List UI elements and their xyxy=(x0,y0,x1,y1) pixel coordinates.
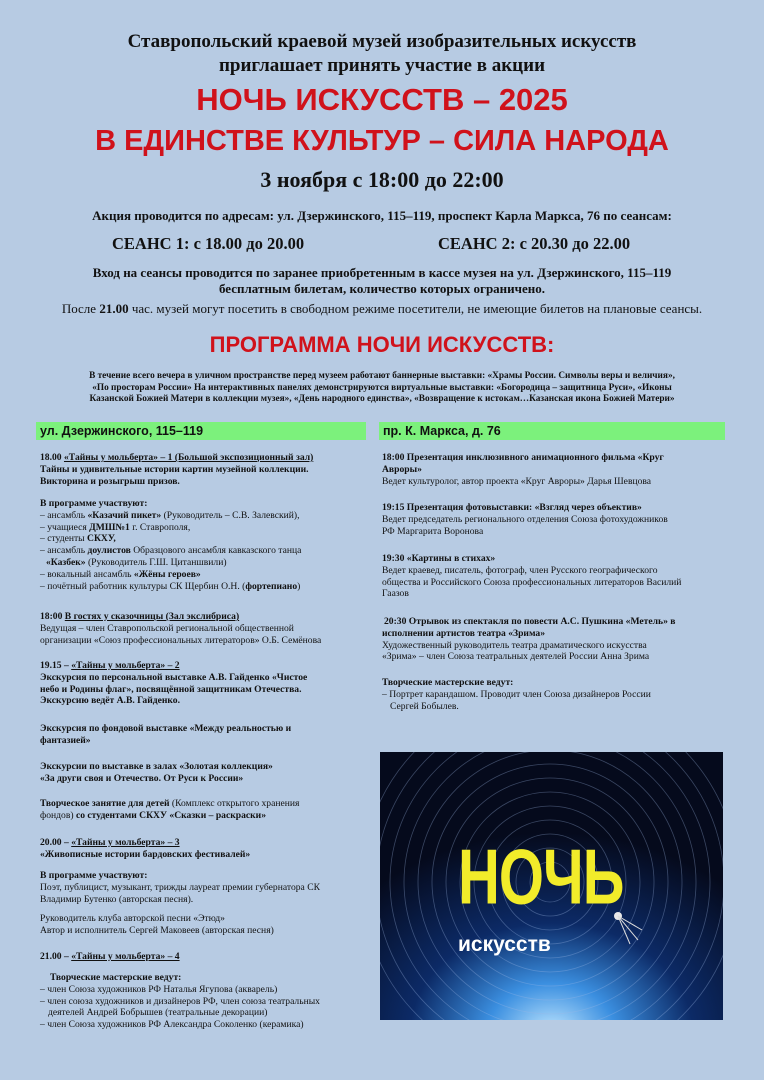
seance-1: СЕАНС 1: с 18.00 до 20.00 xyxy=(112,234,305,253)
event-subtitle: В ЕДИНСТВЕ КУЛЬТУР – СИЛА НАРОДА xyxy=(95,125,669,157)
left-column-header: ул. Дзержинского, 115–119 xyxy=(36,422,366,440)
event-title: НОЧЬ ИСКУССТВ – 2025 xyxy=(196,82,568,117)
right-block-theatre: 20:30 Отрывок из спектакля по повести А.С. Пушкина «Метель» в исполнении артистов театра «Зрима» Художественный руководитель театра драматического искусства «Зрима» – член Союза театральных деятелей России Анна Зрима xyxy=(382,616,676,663)
poster-word-arts: искусств xyxy=(458,933,551,956)
museum-name: Ставропольский краевой музей изобразительных искусств xyxy=(127,31,637,52)
left-block-storyteller: 18:00 В гостях у сказочницы (Зал экслибриса) Ведущая – член Ставропольской региональной общественной организации «Союз профессиональных литераторов» О.Б. Семёнова xyxy=(40,611,322,646)
right-block-poems: 19:30 «Картины в стихах» Ведет краевед, писатель, фотограф, член Русского географического общества и Российского Союза профессиональных литераторов Василий Гаазов xyxy=(382,553,682,600)
left-block-golden-collection: Экскурсии по выставке в залах «Золотая коллекция» «За други своя и Отечество. От Руси к России» xyxy=(40,761,273,784)
event-date: 3 ноября с 18:00 до 22:00 xyxy=(260,167,504,192)
left-block-fund-exhibition: Экскурсия по фондовой выставке «Между реальностью и фантазией» xyxy=(40,723,292,746)
program-title: ПРОГРАММА НОЧИ ИСКУССТВ: xyxy=(209,332,555,357)
left-block-children: Творческое занятие для детей (Комплекс открытого хранения фондов) со студентами СКХУ «Сказки – раскраски» xyxy=(40,798,300,821)
seance-2: СЕАНС 2: с 20.30 до 22.00 xyxy=(438,234,631,253)
poster-word-night: НОЧЬ xyxy=(458,833,624,922)
left-block-3: 20.00 – «Тайны у мольберта» – 3 «Живописные истории бардовских фестивалей» xyxy=(40,837,251,860)
left-block-1: 18.00 «Тайны у мольберта» – 1 (Большой экспозиционный зал) Тайны и удивительные истории картин музейной коллекции. Викторина и розыгрыш призов. xyxy=(40,452,314,487)
entry-line-1: Вход на сеансы проводится по заранее приобретенным в кассе музея на ул. Дзержинского, 115–119 xyxy=(92,265,672,280)
addresses-line: Акция проводится по адресам: ул. Дзержинского, 115–119, проспект Карла Маркса, 76 по сеансам: xyxy=(92,208,672,223)
left-block-participants: В программе участвуют: – ансамбль «Казачий пикет» (Руководитель – С.В. Залевский), – учащиеся ДМШ№1 г. Ставрополя, – студенты СКХУ, – ансамбль доулистов Образцового ансамбля кавказского танца «Казбек» (Руководитель Г.Ш. Цитаншвили) – вокальный ансамбль «Жёны героев» – почётный работник культуры СК Щербин О.Н. (фортепиано) xyxy=(40,498,302,592)
left-block-4: 21.00 – «Тайны у мольберта» – 4 xyxy=(40,951,180,962)
entry-line-2: бесплатным билетам, количество которых ограничено. xyxy=(218,281,546,296)
right-block-aurora: 18:00 Презентация инклюзивного анимационного фильма «Круг Авроры» Ведет культуролог, автор проекта «Круг Авроры» Дарья Шевцова xyxy=(382,452,664,487)
left-block-2: 19.15 – «Тайны у мольберта» – 2 Экскурсия по персональной выставке А.В. Гайденко «Чистое небо и Родины флаг», посвящённой защитникам Отечества. Экскурсию ведёт А.В. Гайденко. xyxy=(40,660,308,707)
left-block-song-club: Руководитель клуба авторской песни «Этюд» Автор и исполнитель Сергей Маковеев (авторская песня) xyxy=(40,913,274,936)
right-block-workshops: Творческие мастерские ведут: – Портрет карандашом. Проводит член Союза дизайнеров России Сергей Бобылев. xyxy=(382,677,651,712)
right-block-photo: 19:15 Презентация фотовыставки: «Взгляд через объектив» Ведет председатель регионального отделения Союза фотохудожников РФ Маргарита Воронова xyxy=(382,502,668,537)
night-of-arts-poster xyxy=(380,752,723,1020)
right-column-header: пр. К. Маркса, д. 76 xyxy=(379,422,725,440)
left-block-participants-2: В программе участвуют: Поэт, публицист, музыкант, трижды лауреат премии губернатора СК Владимир Бутенко (авторская песня). xyxy=(40,870,320,905)
after-hours-note: После 21.00 час. музей могут посетить в свободном режиме посетители, не имеющие билетов на плановые сеансы. xyxy=(61,301,703,316)
invitation-line: приглашает принять участие в акции xyxy=(218,55,546,76)
program-intro: В течение всего вечера в уличном пространстве перед музеем работают баннерные выставки: «Храмы России. Символы веры и величия», «По просторам России» На интерактивных панелях демонстрируются виртуальные выставки: «Богородица – защитница Руси», «Иконы Казанской Божией Матери в коллекции музея», «День народного единства», «Возвращение к истокам…Казанская икона Божией Матери» xyxy=(89,371,675,404)
left-block-workshops: Творческие мастерские ведут: – член Союза художников РФ Наталья Ягупова (акварель) – член союза художников и дизайнеров РФ, член союза театральных деятелей Андрей Бобрышев (театральные декорации) – член Союза художников РФ Александра Соколенко (керамика) xyxy=(40,972,320,1031)
